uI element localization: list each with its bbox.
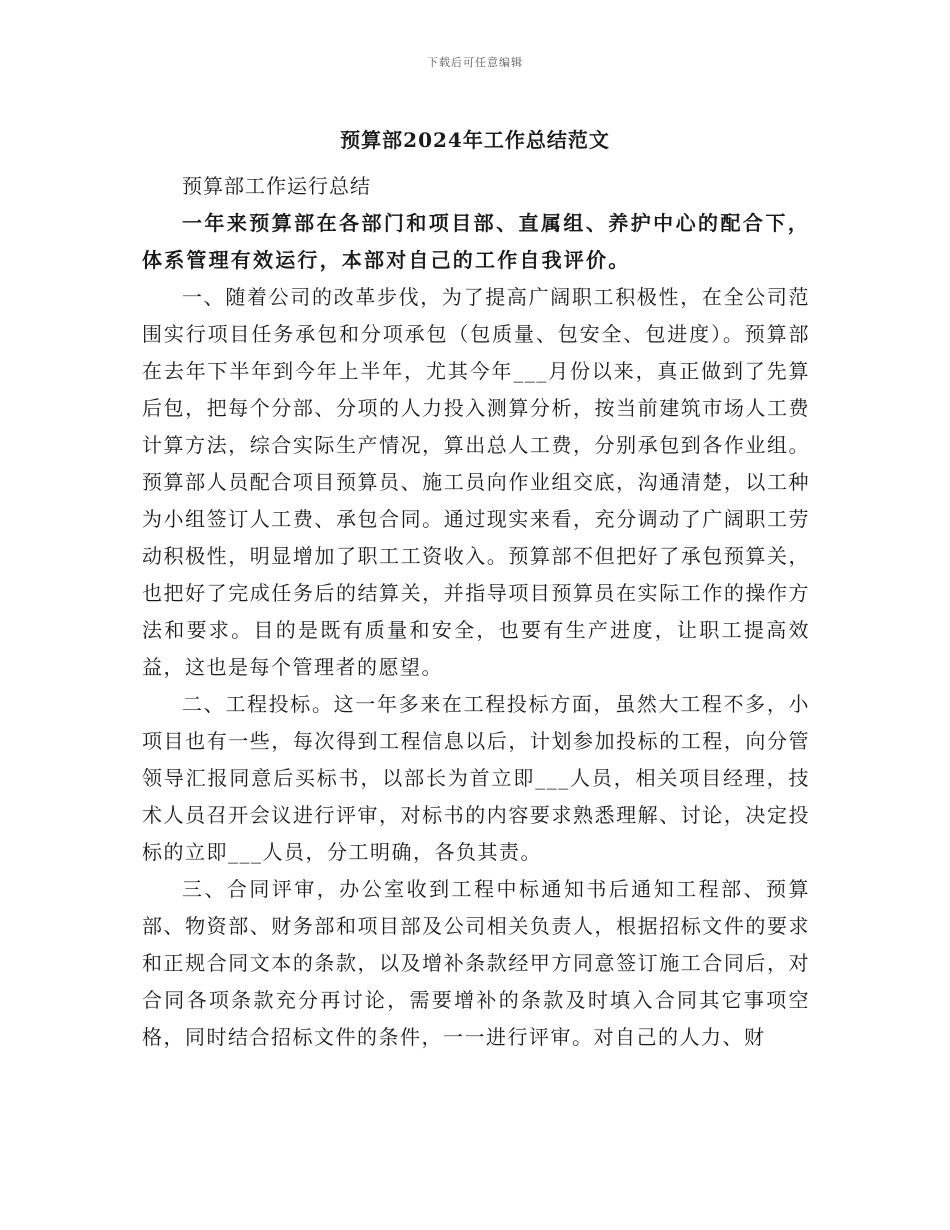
document-body: [142, 168, 810, 1056]
intro-paragraph: 一年来预算部在各部门和项目部、直属组、养护中心的配合下，体系管理有效运行，本部对自己的工作自我评价。: [142, 211, 810, 272]
paragraph-2: 二、工程投标。这一年多来在工程投标方面，虽然大工程不多，小项目也有一些，每次得到工程信息以后，计划参加投标的工程，向分管领导汇报同意后买标书，以部长为首立即___人员，相关项目经理，技术人员召开会议进行评审，对标书的内容要求熟悉理解、讨论，决定投标的立即___人员，分工明确，各负其责。: [142, 692, 810, 864]
section-subtitle: 预算部工作运行总结: [182, 174, 371, 198]
paragraph-1: 一、随着公司的改革步伐，为了提高广阔职工积极性，在全公司范围实行项目任务承包和分项承包（包质量、包安全、包进度）。预算部在去年下半年到今年上半年，尤其今年___月份以来，真正做到了先算后包，把每个分部、分项的人力投入测算分析，按当前建筑市场人工费计算方法，综合实际生产情况，算出总人工费，分别承包到各作业组。预算部人员配合项目预算员、施工员向作业组交底，沟通清楚，以工种为小组签订人工费、承包合同。通过现实来看，充分调动了广阔职工劳动积极性，明显增加了职工工资收入。预算部不但把好了承包预算关，也把好了完成任务后的结算关，并指导项目预算员在实际工作的操作方法和要求。目的是既有质量和安全，也要有生产进度，让职工提高效益，这也是每个管理者的愿望。: [142, 285, 810, 679]
header-note: 下载后可任意编辑: [427, 56, 523, 69]
document-title: 预算部2024年工作总结范文: [340, 128, 610, 152]
paragraph-3: 三、合同评审，办公室收到工程中标通知书后通知工程部、预算部、物资部、财务部和项目部及公司相关负责人，根据招标文件的要求和正规合同文本的条款，以及增补条款经甲方同意签订施工合同后，对合同各项条款充分再讨论，需要增补的条款及时填入合同其它事项空格，同时结合招标文件的条件，一一进行评审。对自己的人力、财: [142, 877, 810, 1049]
